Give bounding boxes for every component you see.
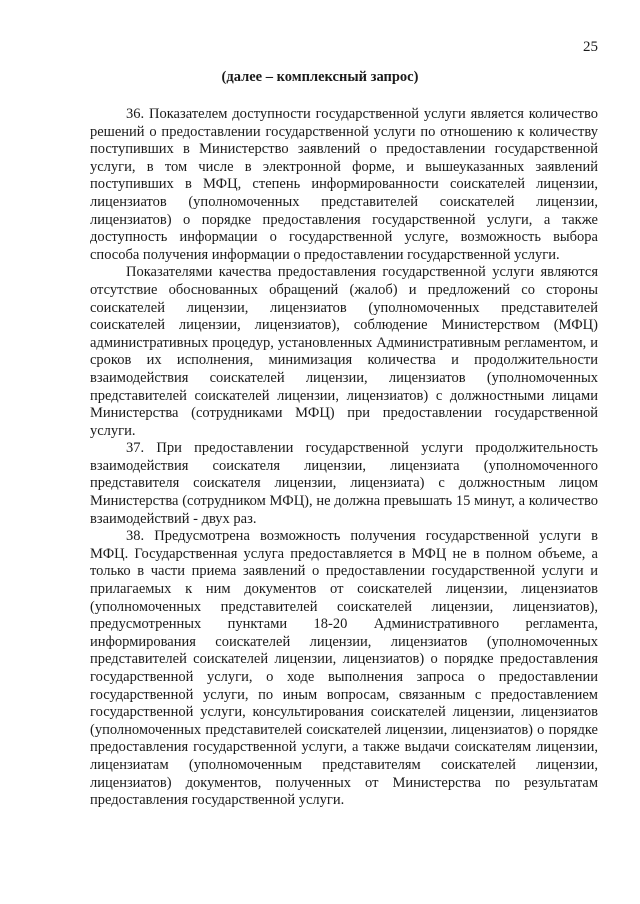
section-title: (далее – комплексный запрос) xyxy=(221,69,419,85)
paragraph-quality-indicators: Показателями качества предоставления государственной услуги являются отсутствие обоснованных обращений (жалоб) и предложений со стороны соискателей лицензии, лицензиатов (уполномоченных представителей соискателей лицензии, лицензиатов), соблюдение Министерством (МФЦ) административных процедур, установленных Административным регламентом, и сроков их исполнения, минимизация количества и продолжительности взаимодействия соискателей лицензии, лицензиатов (уполномоченных представителей соискателей лицензии, лицензиатов) с должностными лицами Министерства (сотрудниками МФЦ) при предоставлении государственной услуги. xyxy=(90,264,598,439)
paragraph-37: 37. При предоставлении государственной услуги продолжительность взаимодействия соискателя лицензии, лицензиата (уполномоченного представителя соискателя лицензии, лицензиата) с должностным лицом Министерства (сотрудником МФЦ), не должна превышать 15 минут, а количество взаимодействий - двух раз. xyxy=(90,440,598,527)
paragraph-36: 36. Показателем доступности государственной услуги является количество решений о предоставлении государственной услуги по отношению к количеству поступивших в Министерство заявлений о предоставлении государственной услуги, в том числе в электронной форме, и вышеуказанных заявлений поступивших в МФЦ, степень информированности соискателей лицензии, лицензиатов (уполномоченных представителей соискателей лицензии, лицензиатов) о порядке предоставления государственной услуги, а также доступность информации о государственной услуге, возможность выбора способа получения информации о предоставлении государственной услуги. xyxy=(90,106,598,263)
paragraph-38: 38. Предусмотрена возможность получения государственной услуги в МФЦ. Государственная услуга предоставляется в МФЦ не в полном объеме, а только в части приема заявлений о предоставлении государственной услуги и прилагаемых к ним документов от соискателей лицензии, лицензиатов (уполномоченных представителей соискателей лицензии, лицензиатов), предусмотренных пунктами 18-20 Административного регламента, информирования соискателей лицензии, лицензиатов (уполномоченных представителей соискателей лицензии, лицензиатов) о порядке предоставления государственной услуги, о ходе выполнения запроса о предоставлении государственной услуги, по иным вопросам, связанным с предоставлением государственной услуги, консультирования соискателей лицензии, лицензиатов (уполномоченных представителей соискателей лицензии, лицензиатов) о порядке предоставления государственной услуги, а также выдачи соискателям лицензии, лицензиатам (уполномоченным представителям соискателей лицензии, лицензиатов) документов, полученных от Министерства по результатам предоставления государственной услуги. xyxy=(90,528,598,809)
page-number: 25 xyxy=(583,39,598,55)
document-body xyxy=(90,106,598,810)
